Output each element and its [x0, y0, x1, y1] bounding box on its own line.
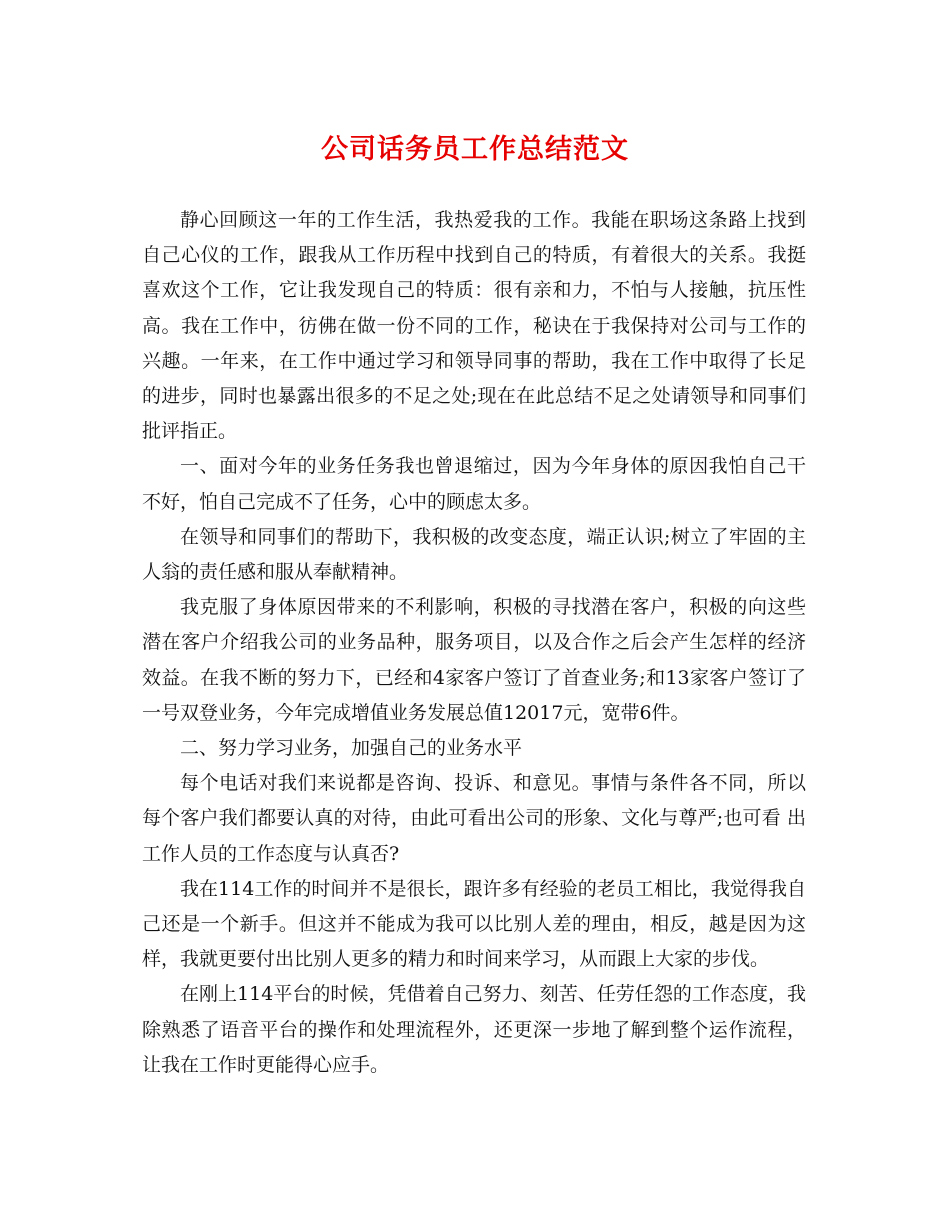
document-body [142, 203, 806, 1083]
paragraph: 在领导和同事们的帮助下，我积极的改变态度，端正认识;树立了牢固的主人翁的责任感和服从奉献精神。 [142, 525, 806, 584]
paragraph: 一、面对今年的业务任务我也曾退缩过，因为今年身体的原因我怕自己干不好，怕自己完成不了任务，心中的顾虑太多。 [142, 455, 806, 513]
paragraph: 我在114工作的时间并不是很长，跟许多有经验的老员工相比，我觉得我自己还是一个新手。但这并不能成为我可以比别人差的理由，相反，越是因为这样，我就更要付出比别人更多的精力和时间来学习，从而跟上大家的步伐。 [142, 877, 806, 971]
document-title: 公司话务员工作总结范文 [321, 134, 629, 165]
paragraph: 在刚上114平台的时候，凭借着自己努力、刻苦、任劳任怨的工作态度，我除熟悉了语音平台的操作和处理流程外，还更深一步地了解到整个运作流程，让我在工作时更能得心应手。 [142, 983, 806, 1076]
paragraph: 我克服了身体原因带来的不利影响，积极的寻找潜在客户，积极的向这些潜在客户介绍我公司的业务品种，服务项目，以及合作之后会产生怎样的经济效益。在我不断的努力下，已经和4家客户签订了首查业务;和13家客户签订了一号双登业务，今年完成增值业务发展总值12017元，宽带6件。 [142, 596, 806, 724]
paragraph: 二、努力学习业务，加强自己的业务水平 [180, 737, 523, 760]
paragraph: 静心回顾这一年的工作生活，我热爱我的工作。我能在职场这条路上找到自己心仪的工作，跟我从工作历程中找到自己的特质，有着很大的关系。我挺喜欢这个工作，它让我发现自己的特质：很有亲和力，不怕与人接触，抗压性高。我在工作中，彷佛在做一份不同的工作，秘诀在于我保持对公司与工作的兴趣。一年来，在工作中通过学习和领导同事的帮助，我在工作中取得了长足的进步，同时也暴露出很多的不足之处;现在在此总结不足之处请领导和同事们批评指正。 [142, 209, 806, 443]
paragraph: 每个电话对我们来说都是咨询、投诉、和意见。事情与条件各不同，所以每个客户我们都要认真的对待，由此可看出公司的形象、文化与尊严;也可看 出工作人员的工作态度与认真否? [142, 772, 806, 865]
